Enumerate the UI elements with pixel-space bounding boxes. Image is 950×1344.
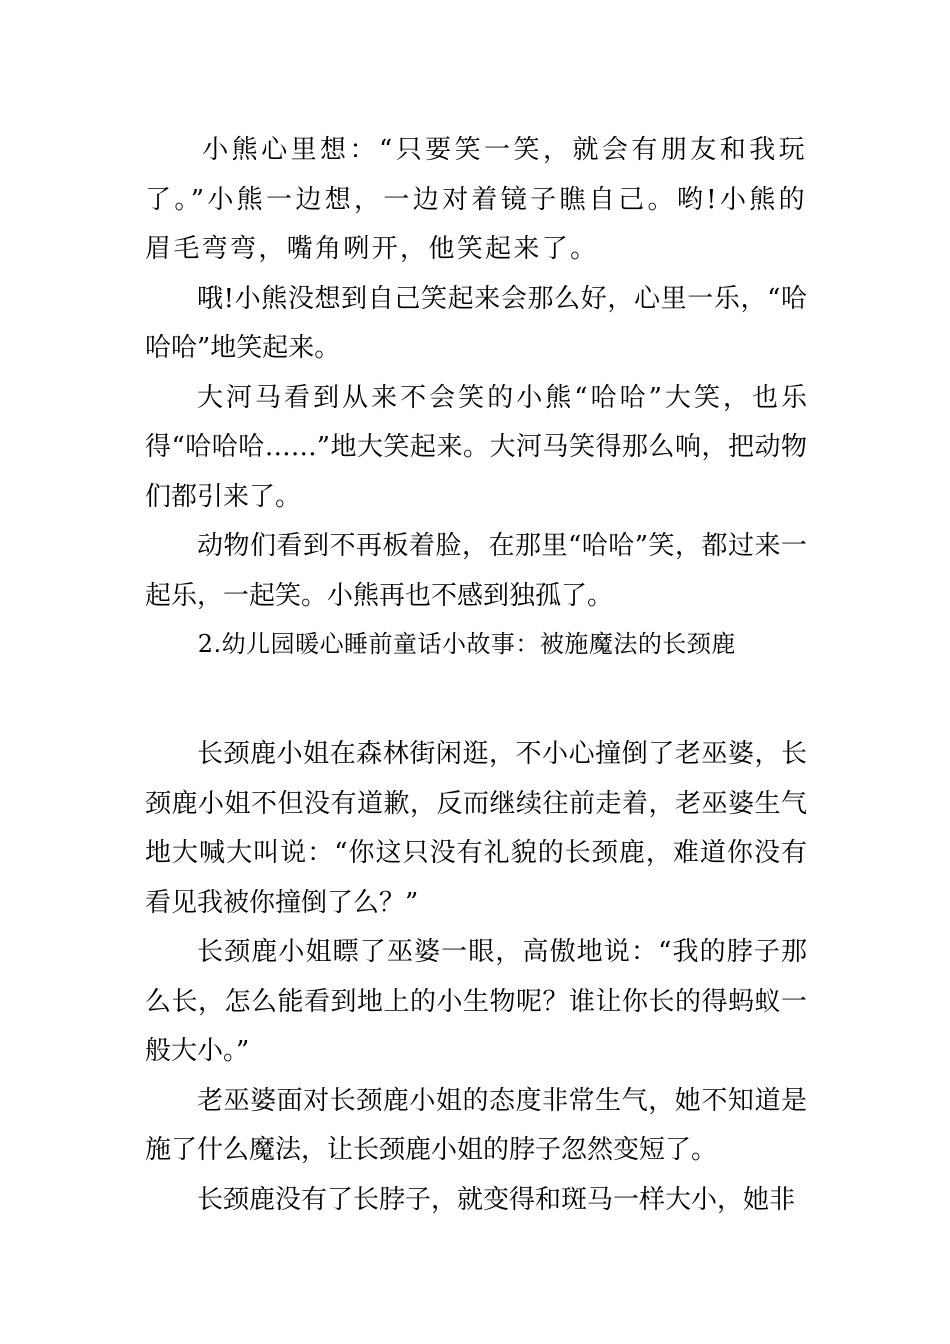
paragraph-5: 长颈鹿小姐在森林街闲逛，不小心撞倒了老巫婆，长颈鹿小姐不但没有道歉，反而继续往前走着，老巫婆生气地大喊大叫说：“你这只没有礼貌的长颈鹿，难道你没有看见我被你撞倒了么？” bbox=[145, 739, 807, 918]
paragraph-4: 动物们看到不再板着脸，在那里“哈哈”笑，都过来一起乐，一起笑。小熊再也不感到独孤了。 bbox=[145, 531, 807, 611]
paragraph-6: 长颈鹿小姐瞟了巫婆一眼，高傲地说：“我的脖子那么长，怎么能看到地上的小生物呢？谁让你长的得蚂蚁一般大小。” bbox=[145, 937, 807, 1066]
paragraph-7: 老巫婆面对长颈鹿小姐的态度非常生气，她不知道是施了什么魔法，让长颈鹿小姐的脖子忽然变短了。 bbox=[145, 1085, 807, 1165]
paragraph-3: 大河马看到从来不会笑的小熊“哈哈”大笑，也乐得“哈哈哈……”地大笑起来。大河马笑得那么响，把动物们都引来了。 bbox=[145, 382, 807, 512]
section-heading: 2.幼儿园暖心睡前童话小故事：被施魔法的长颈鹿 bbox=[197, 630, 736, 658]
section-spacer bbox=[145, 667, 807, 730]
document-body bbox=[145, 126, 807, 1225]
paragraph-2: 哦!小熊没想到自己笑起来会那么好，心里一乐，“哈哈哈”地笑起来。 bbox=[145, 283, 807, 363]
paragraph-8: 长颈鹿没有了长脖子，就变得和斑马一样大小，她非 bbox=[197, 1184, 796, 1215]
paragraph-1: 小熊心里想：“只要笑一笑，就会有朋友和我玩了。”小熊一边想，一边对着镜子瞧自己。哟!小熊的眉毛弯弯，嘴角咧开，他笑起来了。 bbox=[145, 135, 807, 264]
